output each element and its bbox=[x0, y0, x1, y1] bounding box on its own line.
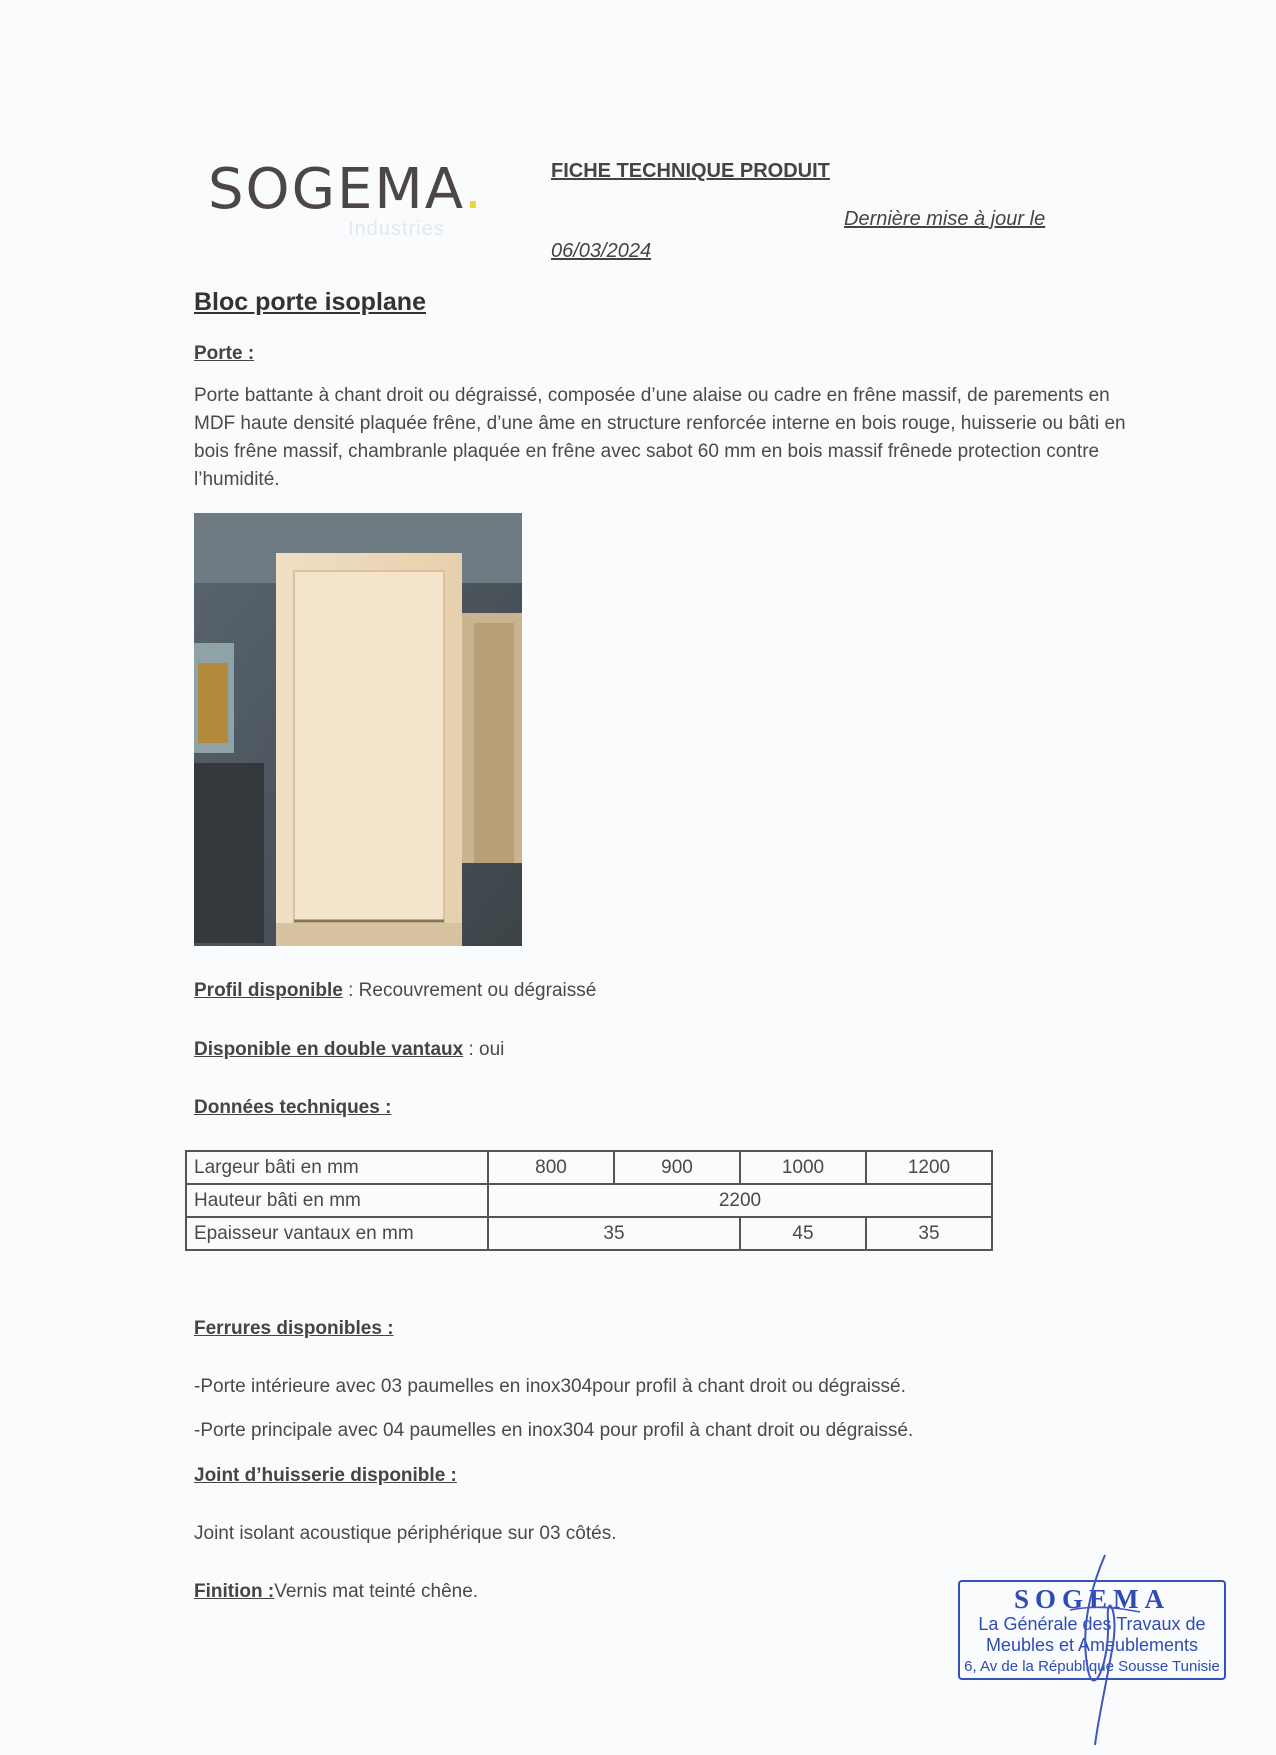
logo-subtitle: Industries bbox=[348, 218, 445, 240]
joint-heading: Joint d’huisserie disponible : bbox=[194, 1465, 457, 1486]
porte-heading: Porte : bbox=[194, 343, 255, 364]
profil-value: : Recouvrement ou dégraissé bbox=[342, 980, 597, 1001]
stamp-line: La Générale des Travaux de bbox=[978, 1614, 1206, 1634]
document-title: Bloc porte isoplane bbox=[194, 288, 426, 316]
logo-dot: . bbox=[464, 157, 484, 222]
finition-value: Vernis mat teinté chêne. bbox=[274, 1581, 479, 1602]
epaisseur-value: 35 bbox=[488, 1217, 740, 1250]
technical-data-table bbox=[185, 1150, 993, 1251]
profil-line bbox=[194, 980, 596, 1002]
ferrures-item: -Porte principale avec 04 paumelles en inox304 pour profil à chant droit ou dégraissé. bbox=[194, 1420, 914, 1441]
update-label: Dernière mise à jour le bbox=[844, 208, 1046, 230]
double-vantaux-label: Disponible en double vantaux bbox=[194, 1039, 464, 1060]
finition-line bbox=[194, 1581, 478, 1603]
signature bbox=[1050, 1550, 1150, 1750]
largeur-value: 800 bbox=[488, 1151, 614, 1184]
largeur-value: 1200 bbox=[866, 1151, 992, 1184]
largeur-value: 1000 bbox=[740, 1151, 866, 1184]
double-vantaux-value: : oui bbox=[463, 1039, 505, 1060]
door-photo bbox=[194, 513, 522, 946]
porte-description: Porte battante à chant droit ou dégraissé, composée d’une alaise ou cadre en frêne massif, de parements en MDF haute densité plaquée frêne, d’une âme en structure renforcée interne en bois rouge, huisserie ou bâti en bois frêne massif, chambranle plaquée en frêne avec sabot 60 mm en bois massif frênede protection contre l’humidité. bbox=[194, 385, 1126, 490]
joint-text: Joint isolant acoustique périphérique sur 03 côtés. bbox=[194, 1523, 617, 1544]
epaisseur-label: Epaisseur vantaux en mm bbox=[186, 1217, 488, 1250]
hauteur-value: 2200 bbox=[488, 1184, 992, 1217]
table-row bbox=[186, 1151, 992, 1184]
epaisseur-value: 45 bbox=[740, 1217, 866, 1250]
hauteur-label: Hauteur bâti en mm bbox=[186, 1184, 488, 1217]
update-date: 06/03/2024 bbox=[551, 240, 652, 262]
ferrures-item: -Porte intérieure avec 03 paumelles en inox304pour profil à chant droit ou dégraissé. bbox=[194, 1376, 906, 1397]
profil-label: Profil disponible bbox=[194, 980, 343, 1001]
stamp-line: 6, Av de la République Sousse Tunisie bbox=[964, 1658, 1220, 1675]
stamp-line: Meubles et Ameublements bbox=[985, 1635, 1199, 1655]
donnees-heading: Données techniques : bbox=[194, 1097, 392, 1118]
table-row bbox=[186, 1217, 992, 1250]
table-row bbox=[186, 1184, 992, 1217]
sheet-title: FICHE TECHNIQUE PRODUIT bbox=[551, 160, 830, 182]
double-vantaux-line bbox=[194, 1039, 504, 1061]
company-logo bbox=[208, 157, 484, 240]
largeur-label: Largeur bâti en mm bbox=[186, 1151, 488, 1184]
stamp-name: SOGEMA bbox=[1013, 1584, 1170, 1614]
ferrures-heading: Ferrures disponibles : bbox=[194, 1318, 394, 1339]
logo-text: SOGEMA bbox=[208, 157, 465, 222]
largeur-value: 900 bbox=[614, 1151, 740, 1184]
finition-label: Finition : bbox=[194, 1581, 275, 1602]
epaisseur-value: 35 bbox=[866, 1217, 992, 1250]
